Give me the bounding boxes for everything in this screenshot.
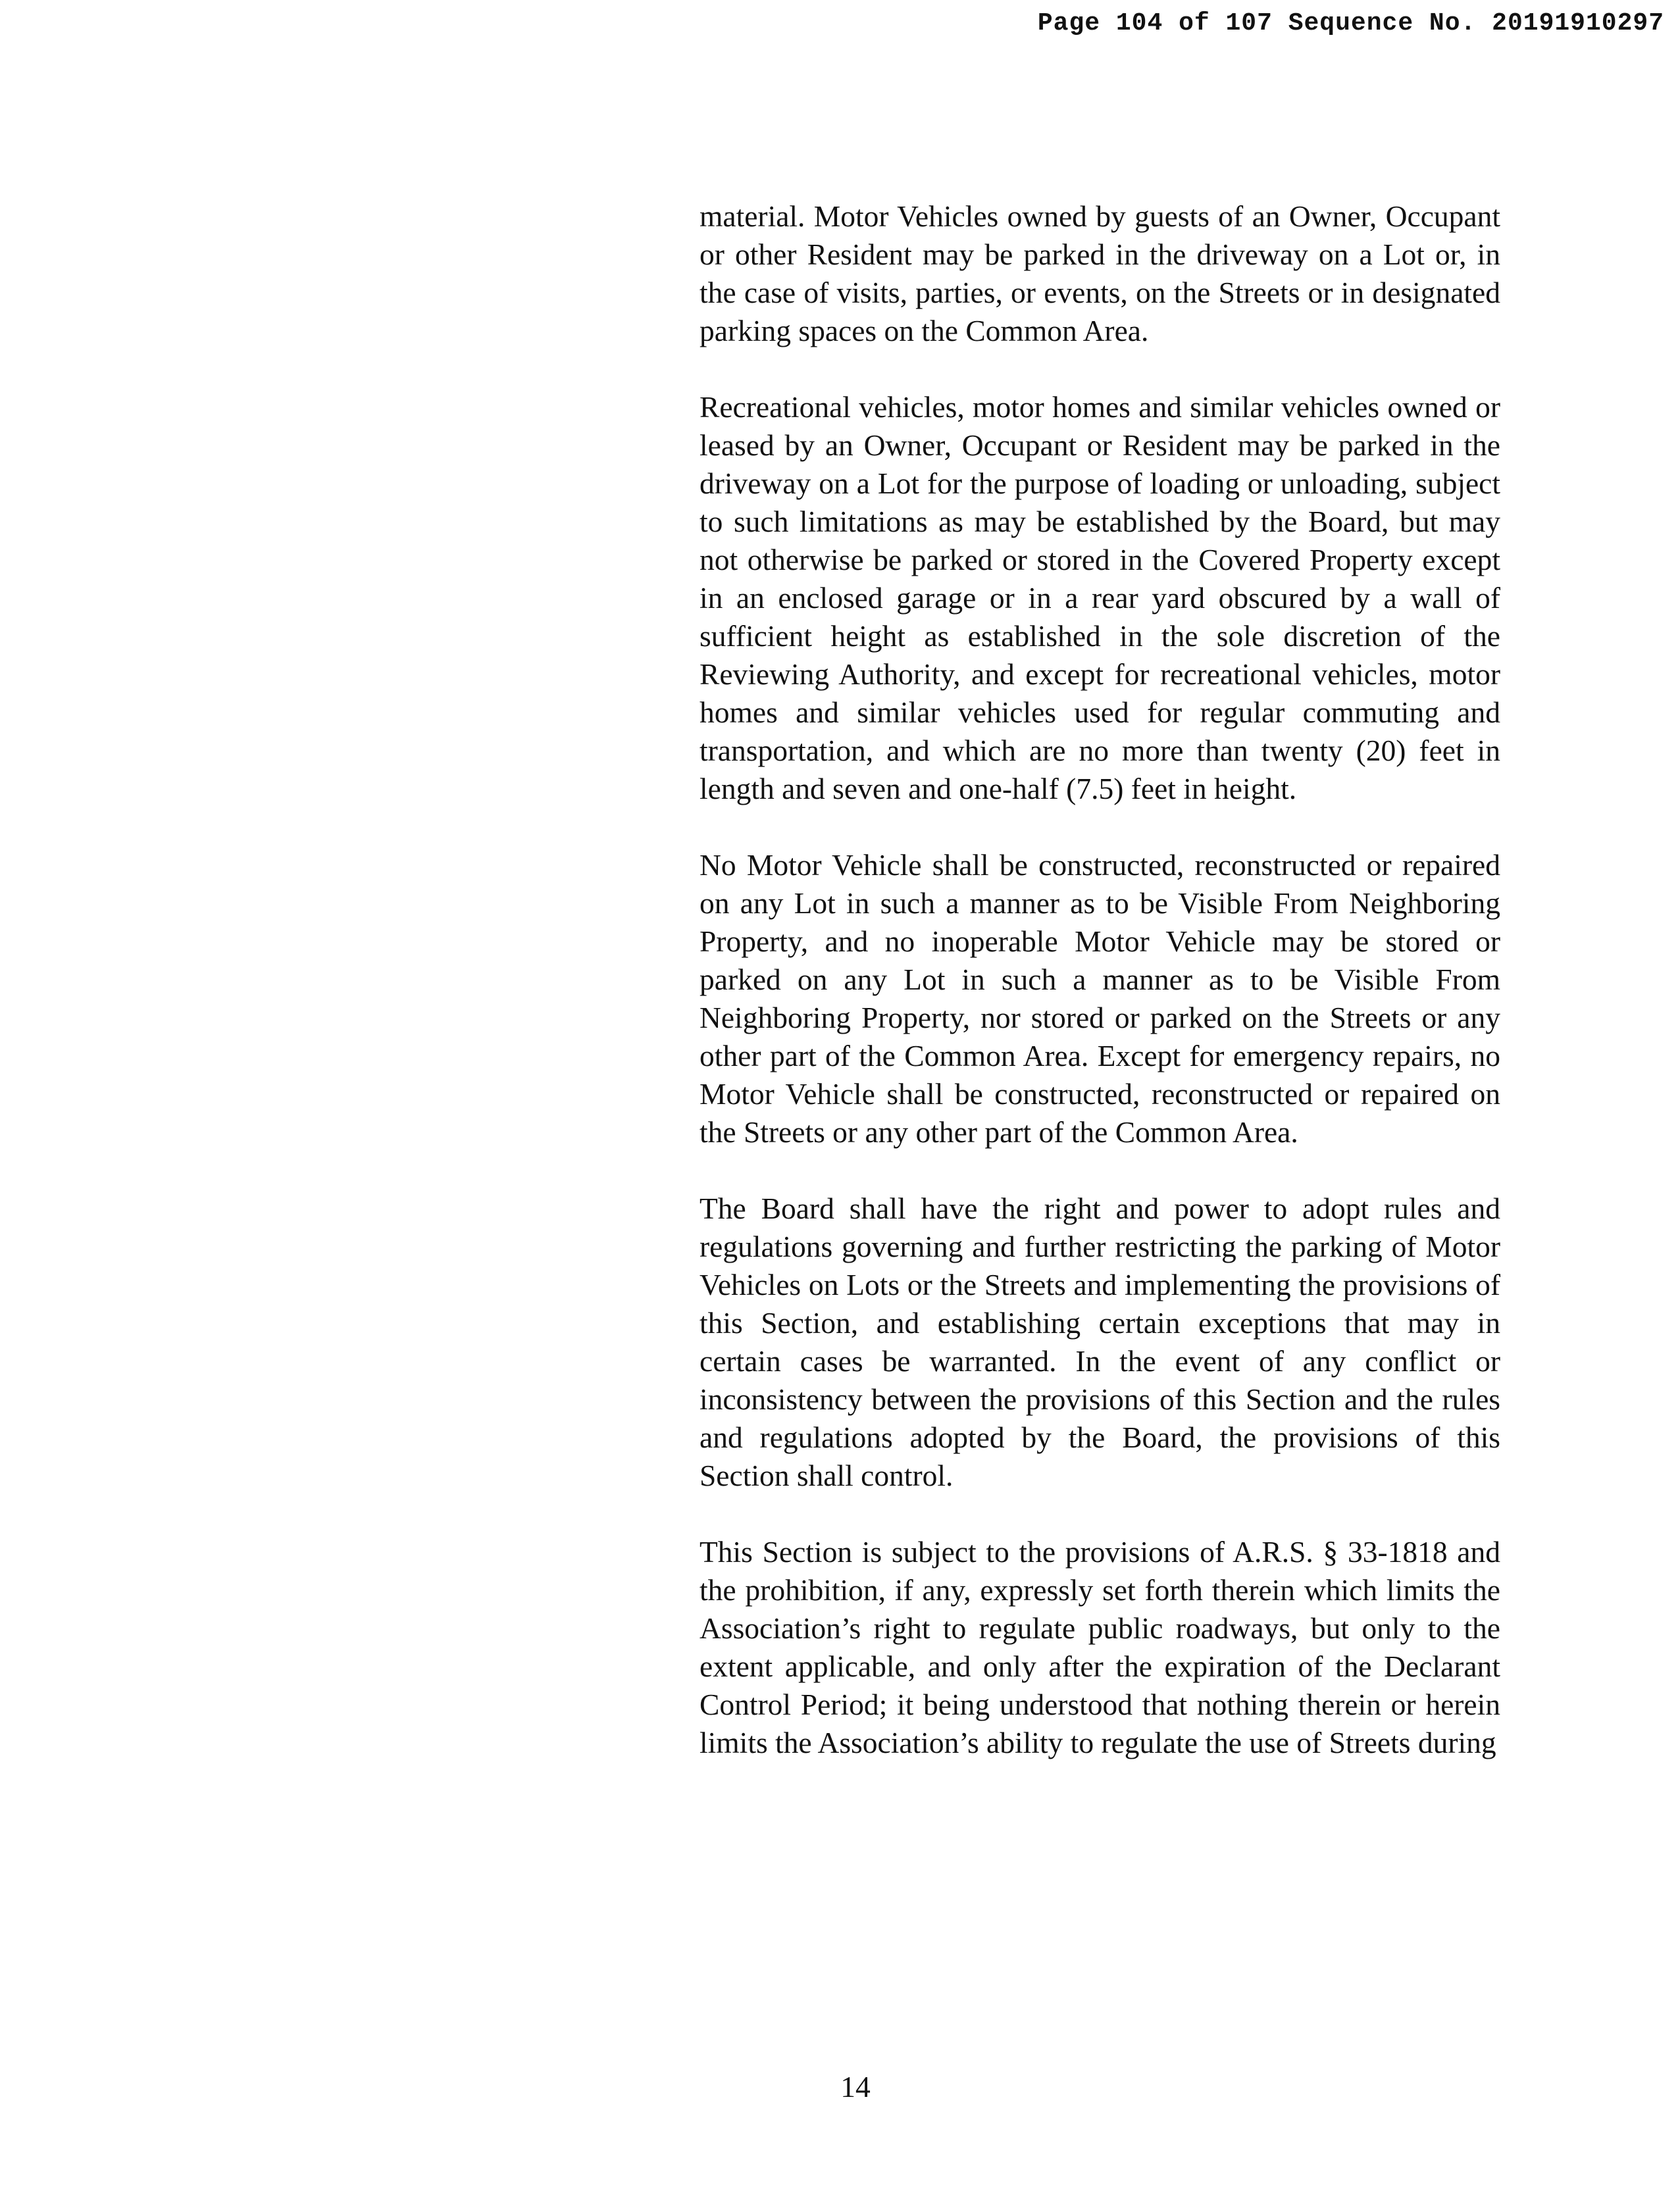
paragraph-recreational-vehicles: Recreational vehicles, motor homes and similar vehicles owned or leased by an Owner, Occupant or Resident may be parked in the driveway on a Lot for the purpose of loading or unloading, subject to such limitations as may be established by the Board, but may not otherwise be parked or stored in the Covered Property except in an enclosed garage or in a rear yard obscured by a wall of sufficient height as established in the sole discretion of the Reviewing Authority, and except for recreational vehicles, motor homes and similar vehicles used for regular commuting and transportation, and which are no more than twenty (20) feet in length and seven and one-half (7.5) feet in height. xyxy=(700,390,1500,805)
paragraph-board-rules: The Board shall have the right and power to adopt rules and regulations governing and further restricting the parking of Motor Vehicles on Lots or the Streets and implementing the provisions of this Section, and establishing certain exceptions that may in certain cases be warranted. In the event of any conflict or inconsistency between the provisions of this Section and the rules and regulations adopted by the Board, the provisions of this Section shall control. xyxy=(700,1192,1500,1492)
page-sequence-header: Page 104 of 107 Sequence No. 20191910297 xyxy=(1037,9,1664,38)
paragraph-guest-parking: material. Motor Vehicles owned by guests of an Owner, Occupant or other Resident may be parked in the driveway on a Lot or, in the case of visits, parties, or events, on the Streets or in designated parking spaces on the Common Area. xyxy=(700,199,1500,347)
paragraph-ars-provision: This Section is subject to the provisions of A.R.S. § 33-1818 and the prohibition, if any, expressly set forth therein which limits the Association’s right to regulate public roadways, but only to the extent applicable, and only after the expiration of the Declarant Control Period; it being understood that nothing therein or herein limits the Association’s ability to regulate the use of Streets during xyxy=(700,1535,1500,1759)
paragraph-vehicle-repairs: No Motor Vehicle shall be constructed, reconstructed or repaired on any Lot in such a manner as to be Visible From Neighboring Property, and no inoperable Motor Vehicle may be stored or parked on any Lot in such a manner as to be Visible From Neighboring Property, nor stored or parked on the Streets or any other part of the Common Area. Except for emergency repairs, no Motor Vehicle shall be constructed, reconstructed or repaired on the Streets or any other part of the Common Area. xyxy=(700,848,1500,1149)
page-number: 14 xyxy=(840,2070,871,2103)
document-body xyxy=(700,197,1500,1800)
